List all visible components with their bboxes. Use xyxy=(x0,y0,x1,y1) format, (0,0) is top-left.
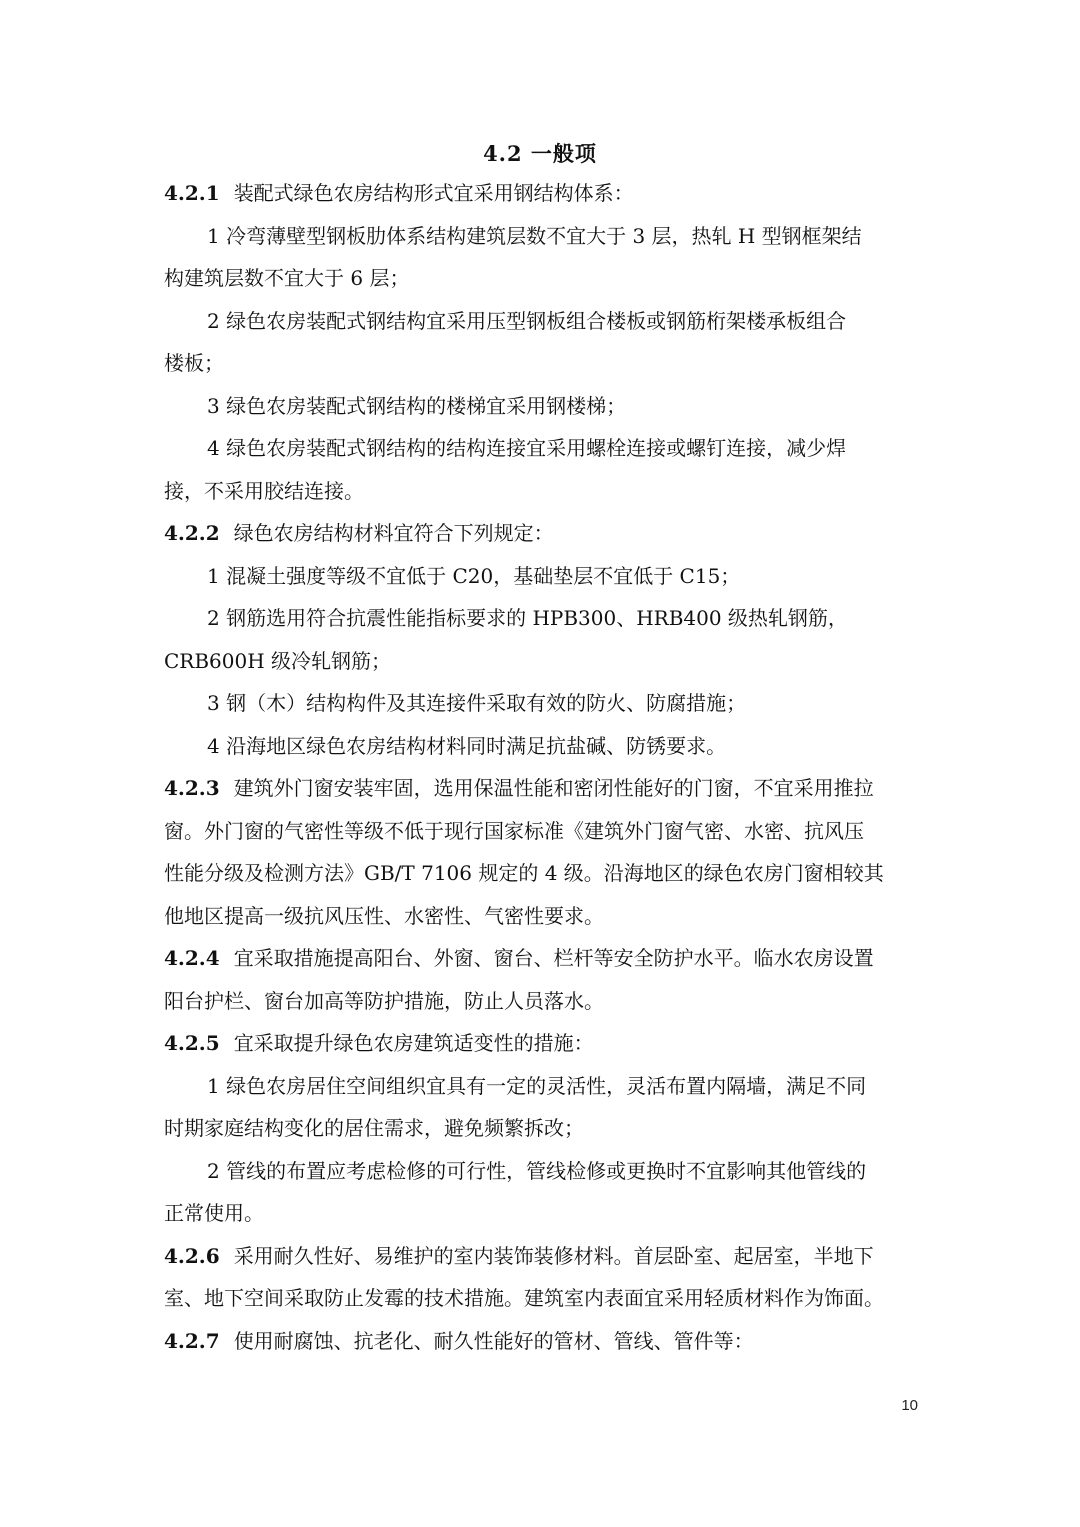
clause-line xyxy=(164,1241,916,1271)
clause-text: 宜采取提升绿色农房建筑适变性的措施： xyxy=(233,1031,594,1055)
clause-line: 2 钢筋选用符合抗震性能指标要求的 HPB300、HRB400 级热轧钢筋， xyxy=(207,606,848,630)
clause-text: 装配式绿色农房结构形式宜采用钢结构体系： xyxy=(233,181,634,205)
clause-number: 4.2.4 xyxy=(164,946,220,970)
clause-line: 1 混凝土强度等级不宜低于 C20，基础垫层不宜低于 C15； xyxy=(207,564,741,588)
clause-line xyxy=(164,943,916,973)
clause-number: 4.2.7 xyxy=(164,1329,220,1353)
clause-line: 3 绿色农房装配式钢结构的楼梯宜采用钢楼梯； xyxy=(207,394,627,418)
clause-line: 构建筑层数不宜大于 6 层； xyxy=(164,266,410,290)
clause-line: 2 绿色农房装配式钢结构宜采用压型钢板组合楼板或钢筋桁架楼承板组合 xyxy=(207,309,847,333)
clause-text: 绿色农房结构材料宜符合下列规定： xyxy=(233,521,554,545)
clause-text: 宜采取措施提高阳台、外窗、窗台、栏杆等安全防护水平。临水农房设置 xyxy=(233,946,874,970)
clause-line: 时期家庭结构变化的居住需求，避免频繁拆改； xyxy=(164,1116,584,1140)
clause-text: 采用耐久性好、易维护的室内装饰装修材料。首层卧室、起居室，半地下 xyxy=(233,1244,874,1268)
clause-line: 他地区提高一级抗风压性、水密性、气密性要求。 xyxy=(164,904,604,928)
page-number: 10 xyxy=(901,1397,918,1414)
clause-number: 4.2.1 xyxy=(164,181,220,205)
clause-line: 性能分级及检测方法》GB/T 7106 规定的 4 级。沿海地区的绿色农房门窗相较其 xyxy=(164,861,884,885)
clause-line xyxy=(164,773,916,803)
clause-line: 4 绿色农房装配式钢结构的结构连接宜采用螺栓连接或螺钉连接，减少焊 xyxy=(207,436,847,460)
clause-number: 4.2.6 xyxy=(164,1244,220,1268)
clause-line: 3 钢（木）结构构件及其连接件采取有效的防火、防腐措施； xyxy=(207,691,747,715)
clause-line: 2 管线的布置应考虑检修的可行性，管线检修或更换时不宜影响其他管线的 xyxy=(207,1159,867,1183)
clause-line: CRB600H 级冷轧钢筋； xyxy=(164,649,392,673)
clause-line: 1 冷弯薄壁型钢板肋体系结构建筑层数不宜大于 3 层，热轧 H 型钢框架结 xyxy=(207,224,862,248)
clause-line xyxy=(164,1326,916,1356)
clause-line: 正常使用。 xyxy=(164,1201,264,1225)
clause-line xyxy=(164,518,916,548)
section-heading: 4.2 一般项 xyxy=(483,141,597,166)
clause-text: 使用耐腐蚀、抗老化、耐久性能好的管材、管线、管件等： xyxy=(233,1329,754,1353)
clause-line xyxy=(164,178,916,208)
clause-line: 窗。外门窗的气密性等级不低于现行国家标准《建筑外门窗气密、水密、抗风压 xyxy=(164,819,864,843)
clause-line: 楼板； xyxy=(164,351,224,375)
clause-line: 接，不采用胶结连接。 xyxy=(164,479,364,503)
clause-line: 1 绿色农房居住空间组织宜具有一定的灵活性，灵活布置内隔墙，满足不同 xyxy=(207,1074,867,1098)
clause-number: 4.2.3 xyxy=(164,776,220,800)
clause-line: 阳台护栏、窗台加高等防护措施，防止人员落水。 xyxy=(164,989,604,1013)
clause-number: 4.2.2 xyxy=(164,521,220,545)
clause-text: 建筑外门窗安装牢固，选用保温性能和密闭性能好的门窗，不宜采用推拉 xyxy=(233,776,874,800)
clause-number: 4.2.5 xyxy=(164,1031,220,1055)
clause-line: 4 沿海地区绿色农房结构材料同时满足抗盐碱、防锈要求。 xyxy=(207,734,727,758)
clause-line xyxy=(164,1028,916,1058)
clause-line: 室、地下空间采取防止发霉的技术措施。建筑室内表面宜采用轻质材料作为饰面。 xyxy=(164,1286,884,1310)
